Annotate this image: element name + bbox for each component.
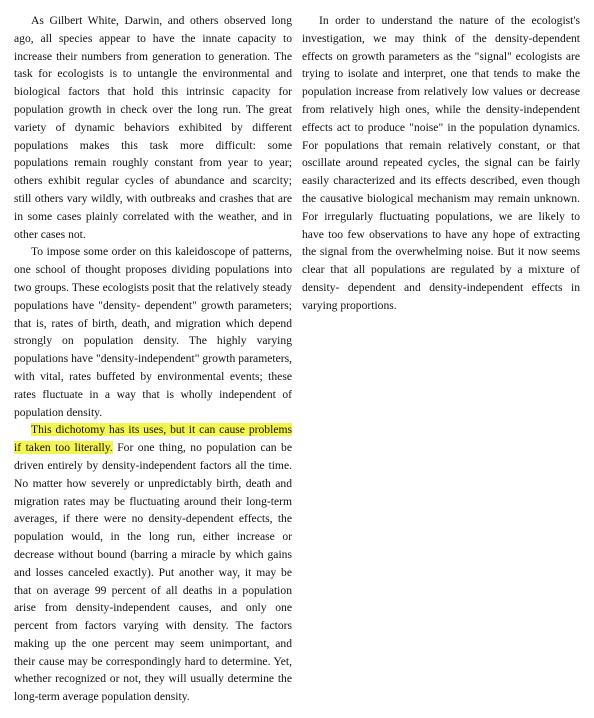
paragraph: To impose some order on this kaleidoscope of patterns, one school of thought proposes dividing populations into two groups. These ecologists posit that the relatively steady populations have "density- dependent" growth parameters; that is, rates of birth, death, and migration which depend strongly on population density. The highly varying populations have "density-independent" growth parameters, with vital, rates buffeted by environmental events; these rates fluctuate in a way that is wholly independent of population density. (14, 245, 292, 419)
paragraph (14, 421, 292, 706)
right-column (302, 12, 580, 718)
paragraph: As Gilbert White, Darwin, and others observed long ago, all species appear to have the innate capacity to increase their numbers from generation to generation. The task for ecologists is to untangle the environmental and biological factors that hold this intrinsic capacity for population growth in check over the long run. The great variety of dynamic behaviors exhibited by different populations makes this task more difficult: some populations remain roughly constant from year to year; others exhibit regular cycles of abundance and scarcity; still others vary wildly, with outbreaks and crashes that are in some cases plainly correlated with the weather, and in other cases not. (14, 14, 292, 241)
highlighted-text: This dichotomy has its uses, but it can cause problems if taken too literally. (14, 423, 292, 455)
paragraph: In order to understand the nature of the ecologist's investigation, we may think of the density-dependent effects on growth parameters as the "signal" ecologists are trying to isolate and interpret, one that tends to make the population increase from relatively low values or decrease from relatively high ones, while the density-independent effects act to produce "noise" in the population dynamics. For populations that remain relatively constant, or that oscillate around repeated cycles, the signal can be fairly easily characterized and its effects described, even though the causative biological mechanism may remain unknown. For irregularly fluctuating populations, we are likely to have too few observations to have any hope of extracting the signal from the overwhelming noise. But it now seems clear that all populations are regulated by a mixture of density- dependent and density-independent effects in varying proportions. (302, 14, 580, 312)
left-column (14, 12, 292, 718)
paragraph-text: For one thing, no population can be driven entirely by density-independent factors all the time. No matter how severely or unpredictably birth, death and migration rates may be fluctuating around their long-term averages, if there were no density-dependent effects, the population would, in the long run, either increase or decrease without bound (barring a miracle by which gains and losses canceled exactly). Put another way, it may be that on average 99 percent of all deaths in a population arise from density-independent causes, and only one percent from factors varying with density. The factors making up the one percent may seem unimportant, and their cause may be correspondingly hard to determine. Yet, whether recognized or not, they will usually determine the long-term average population density. (14, 441, 292, 704)
